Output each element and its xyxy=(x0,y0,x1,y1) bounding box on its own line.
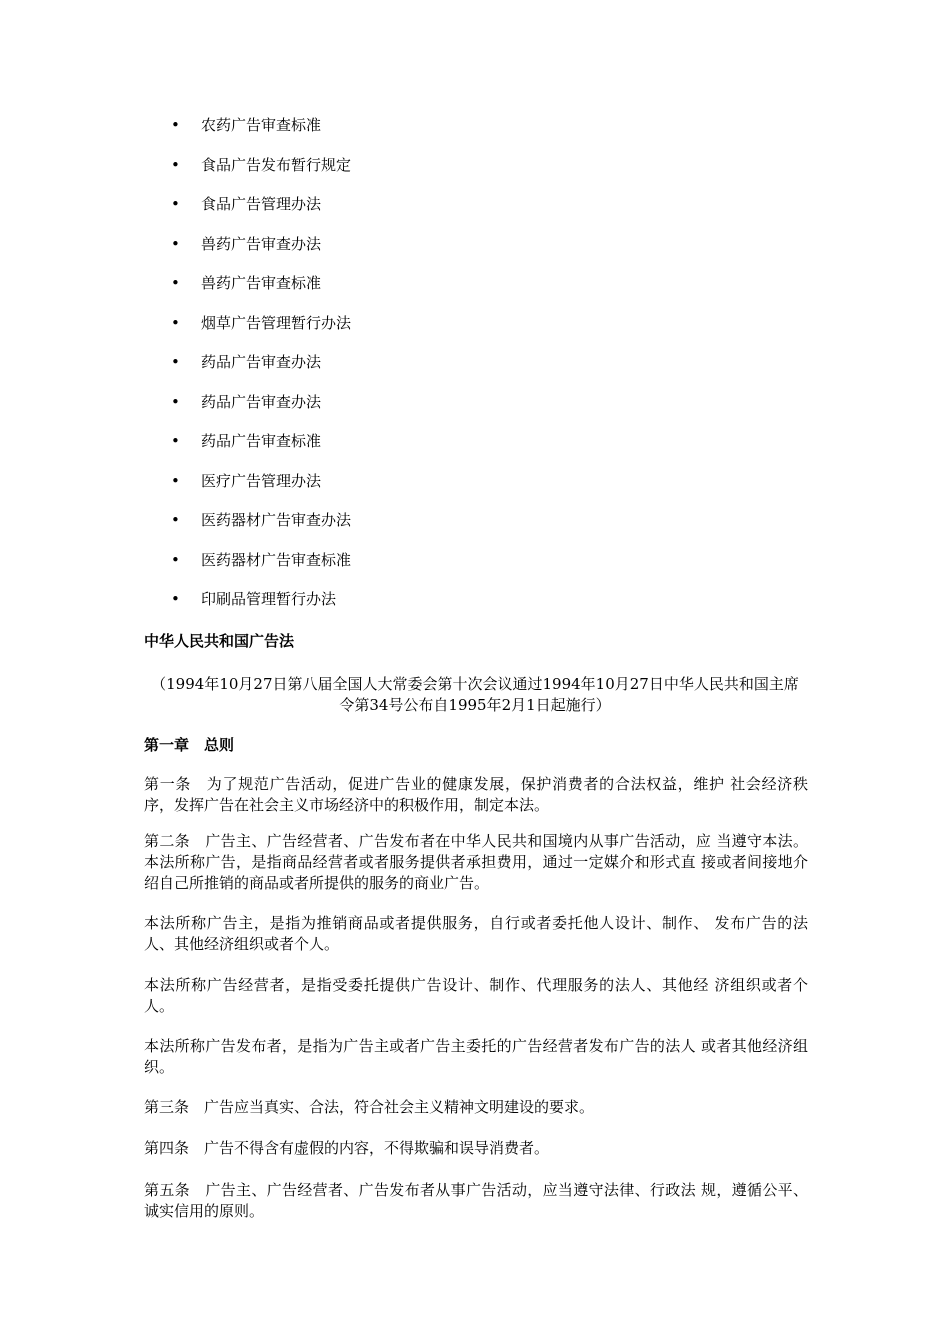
list-item xyxy=(0,508,950,548)
article-paragraph: 第五条 广告主、广告经营者、广告发布者从事广告活动，应当遵守法律、行政法 规，遵循公平、诚实信用的原则。 xyxy=(144,1181,808,1220)
article-paragraph: 第二条 广告主、广告经营者、广告发布者在中华人民共和国境内从事广告活动，应 当遵守本法。本法所称广告，是指商品经营者或者服务提供者承担费用，通过一定媒介和形式直 接或者间接地介绍自己所推销的商品或者所提供的服务的商业广告。 xyxy=(144,832,808,892)
article-paragraph: 本法所称广告经营者，是指受委托提供广告设计、制作、代理服务的法人、其他经 济组织或者个人。 xyxy=(144,976,808,1015)
list-item xyxy=(0,271,950,311)
chapter-heading: 第一章 总则 xyxy=(144,736,235,754)
bullet-icon: • xyxy=(171,392,180,411)
list-item-label: 药品广告审查办法 xyxy=(201,353,322,371)
bullet-icon: • xyxy=(171,471,180,490)
bullet-icon: • xyxy=(171,274,180,292)
list-item-label: 兽药广告审查办法 xyxy=(201,234,322,253)
regulation-list xyxy=(0,113,950,627)
bullet-icon: • xyxy=(171,155,180,174)
list-item xyxy=(0,153,950,193)
article-paragraph: 第四条 广告不得含有虚假的内容，不得欺骗和误导消费者。 xyxy=(144,1139,550,1157)
bullet-icon: • xyxy=(171,511,180,529)
article-paragraph: 第一条 为了规范广告活动，促进广告业的健康发展，保护消费者的合法权益，维护 社会经济秩序，发挥广告在社会主义市场经济中的积极作用，制定本法。 xyxy=(144,775,808,814)
list-item-label: 医药器材广告审查标准 xyxy=(201,550,352,569)
list-item xyxy=(0,469,950,509)
bullet-icon: • xyxy=(171,195,180,213)
list-item xyxy=(0,311,950,351)
bullet-icon: • xyxy=(171,313,180,332)
bullet-icon: • xyxy=(171,432,180,450)
article-paragraph: 第三条 广告应当真实、合法，符合社会主义精神文明建设的要求。 xyxy=(144,1098,595,1116)
list-item-label: 食品广告发布暂行规定 xyxy=(201,155,352,174)
list-item-label: 食品广告管理办法 xyxy=(201,195,322,213)
list-item xyxy=(0,587,950,627)
list-item-label: 药品广告审查办法 xyxy=(201,392,322,411)
list-item xyxy=(0,390,950,430)
list-item-label: 医疗广告管理办法 xyxy=(201,471,322,490)
article-paragraph: 本法所称广告发布者，是指为广告主或者广告主委托的广告经营者发布广告的法人 或者其他经济组织。 xyxy=(144,1037,808,1076)
list-item xyxy=(0,113,950,153)
list-item-label: 印刷品管理暂行办法 xyxy=(201,590,337,608)
bullet-icon: • xyxy=(171,550,180,569)
bullet-icon: • xyxy=(171,234,180,253)
article-paragraph: 本法所称广告主，是指为推销商品或者提供服务，自行或者委托他人设计、制作、 发布广告的法人、其他经济组织或者个人。 xyxy=(144,914,808,953)
list-item-label: 医药器材广告审查办法 xyxy=(201,511,352,529)
bullet-icon: • xyxy=(171,116,180,134)
list-item-label: 农药广告审查标准 xyxy=(201,116,322,134)
bullet-icon: • xyxy=(171,590,180,608)
list-item xyxy=(0,429,950,469)
list-item xyxy=(0,232,950,272)
list-item-label: 药品广告审查标准 xyxy=(201,432,322,450)
list-item-label: 兽药广告审查标准 xyxy=(201,274,322,292)
law-title: 中华人民共和国广告法 xyxy=(144,632,295,650)
list-item xyxy=(0,192,950,232)
list-item xyxy=(0,548,950,588)
law-enactment-note: （1994年10月27日第八届全国人大常委会第十次会议通过1994年10月27日中华人民共和国主席令第34号公布自1995年2月1日起施行） xyxy=(151,675,799,714)
list-item-label: 烟草广告管理暂行办法 xyxy=(201,313,352,332)
list-item xyxy=(0,350,950,390)
bullet-icon: • xyxy=(171,353,180,371)
